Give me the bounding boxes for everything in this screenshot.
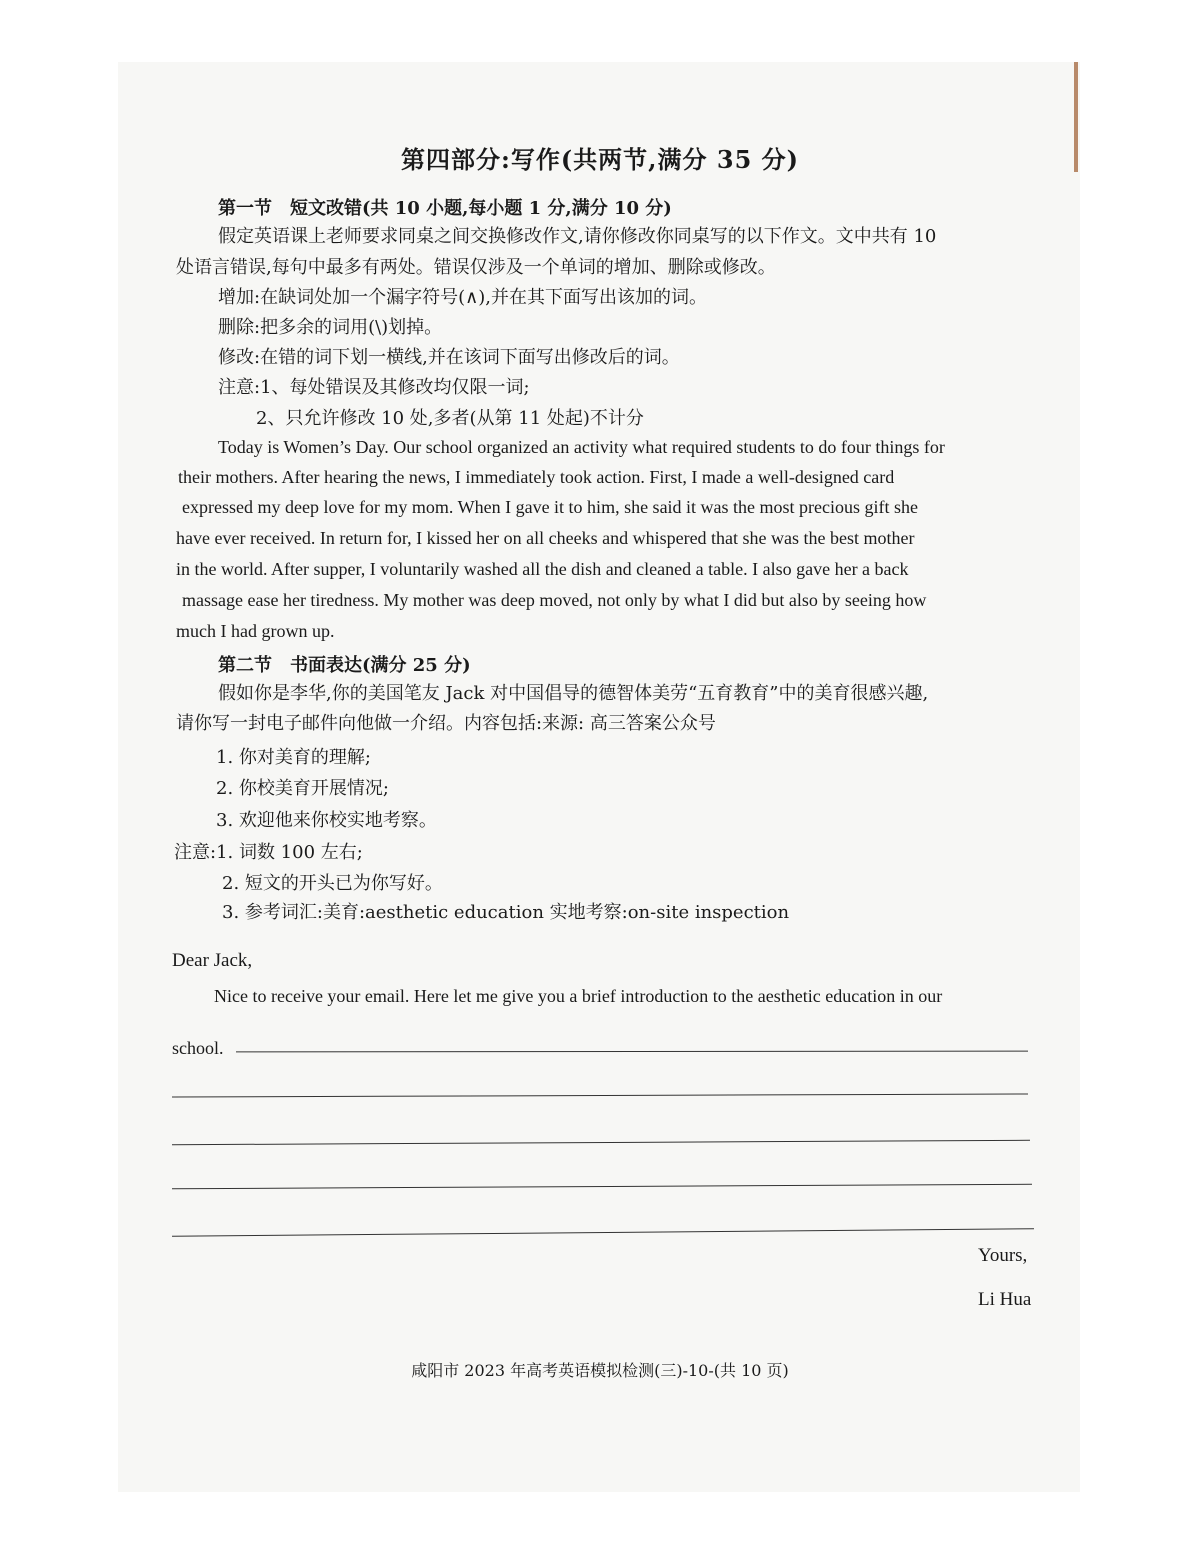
letter-closing: Yours, [978, 1245, 1028, 1266]
rule-modify: 修改:在错的词下划一横线,并在该词下面写出修改后的词。 [218, 347, 680, 368]
content-item: 2. 你校美育开展情况; [216, 778, 389, 799]
passage-line: much I had grown up. [176, 621, 335, 641]
section1-header: 第一节 短文改错(共 10 小题,每小题 1 分,满分 10 分) [218, 198, 672, 219]
content-item: 3. 欢迎他来你校实地考察。 [216, 810, 437, 831]
note-1: 注意:1、每处错误及其修改均仅限一词; [218, 377, 530, 398]
section2-note2: 2. 短文的开头已为你写好。 [222, 873, 443, 894]
page-footer: 咸阳市 2023 年高考英语模拟检测(三)-10-(共 10 页) [411, 1361, 789, 1380]
rule-delete: 删除:把多余的词用(\)划掉。 [218, 317, 443, 338]
section2-prompt-line2: 请你写一封电子邮件向他做一介绍。内容包括:来源: 高三答案公众号 [176, 713, 716, 734]
content-item: 1. 你对美育的理解; [216, 747, 371, 768]
section2-note1: 注意:1. 词数 100 左右; [174, 842, 363, 863]
section2-note3: 3. 参考词汇:美育:aesthetic education 实地考察:on-site inspection [222, 902, 790, 923]
passage-line: Today is Women’s Day. Our school organized an activity what required students to do four things for [218, 437, 945, 457]
passage-line: expressed my deep love for my mom. When I gave it to him, she said it was the most precious gift she [182, 497, 919, 517]
page-title: 第四部分:写作(共两节,满分 35 分) [400, 145, 800, 174]
section2-header: 第二节 书面表达(满分 25 分) [218, 655, 471, 676]
section1-instruction-line2: 处语言错误,每句中最多有两处。错误仅涉及一个单词的增加、删除或修改。 [176, 257, 776, 278]
letter-greeting: Dear Jack, [172, 950, 253, 971]
rule-add: 增加:在缺词处加一个漏字符号(∧),并在其下面写出该加的词。 [218, 287, 708, 308]
passage-line: their mothers. After hearing the news, I immediately took action. First, I made a well-designed card [178, 467, 895, 487]
passage-line: have ever received. In return for, I kissed her on all cheeks and whispered that she was the best mother [176, 528, 915, 548]
passage-line: massage ease her tiredness. My mother was deep moved, not only by what I did but also by seeing how [182, 590, 927, 610]
letter-opening-line2: school. [172, 1038, 224, 1058]
passage-line: in the world. After supper, I voluntarily washed all the dish and cleaned a table. I also gave her a back [176, 559, 909, 579]
note-2: 2、只允许修改 10 处,多者(从第 11 处起)不计分 [256, 408, 644, 429]
letter-signature: Li Hua [978, 1289, 1032, 1310]
section2-prompt-line1: 假如你是李华,你的美国笔友 Jack 对中国倡导的德智体美劳“五育教育”中的美育很感兴趣, [218, 683, 929, 704]
section1-instruction-line1: 假定英语课上老师要求同桌之间交换修改作文,请你修改你同桌写的以下作文。文中共有 10 [218, 226, 937, 247]
letter-opening-line1: Nice to receive your email. Here let me give you a brief introduction to the aesthetic education in our [214, 986, 943, 1006]
